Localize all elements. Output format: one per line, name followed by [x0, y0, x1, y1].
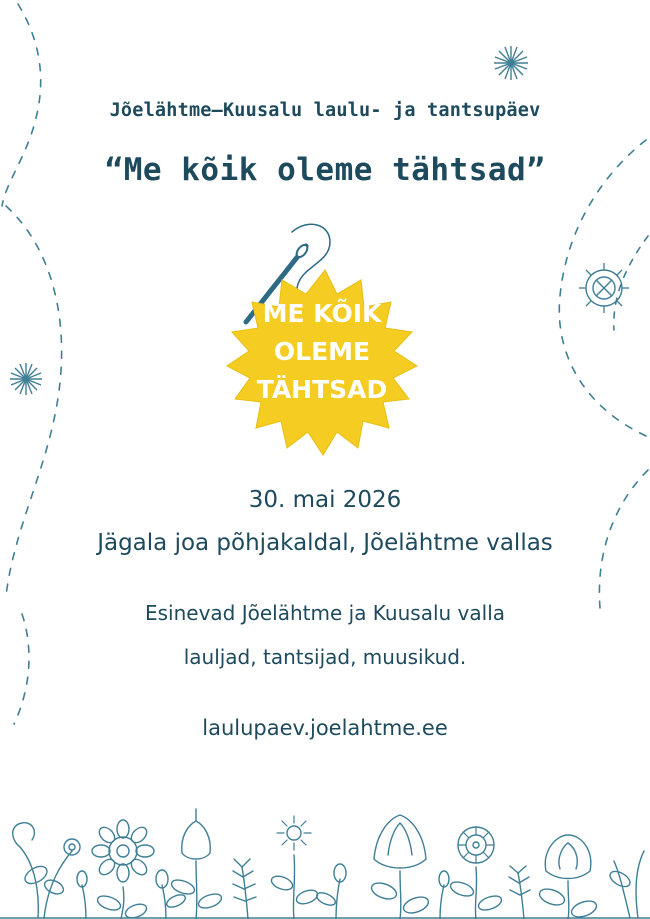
performers-line-1: Esinevad Jõelähtme ja Kuusalu valla — [144, 601, 506, 625]
performers-line-2: lauljad, tantsijad, muusikud. — [183, 645, 467, 669]
event-date: 30. mai 2026 — [248, 487, 402, 513]
event-location: Jägala joa põhjakaldal, Jõelähtme vallas — [97, 530, 553, 556]
emblem-line-1: ME KÕIK — [262, 299, 382, 328]
event-kicker: Jõelähtme–Kuusalu laulu- ja tantsupäev — [109, 100, 541, 121]
floral-footer-border — [0, 755, 650, 919]
emblem-line-2: OLEME — [273, 337, 371, 366]
emblem-line-3: TÄHTSAD — [256, 375, 388, 404]
website-link[interactable]: laulupaev.joelahtme.ee — [202, 716, 448, 740]
emblem-badge — [180, 210, 470, 465]
page-title: “Me kõik oleme tähtsad” — [104, 152, 546, 188]
